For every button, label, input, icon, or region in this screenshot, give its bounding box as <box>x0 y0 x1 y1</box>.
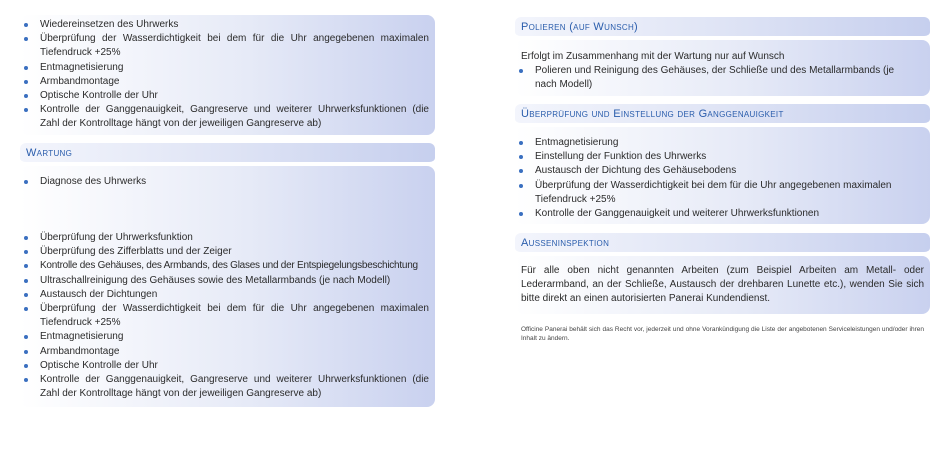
list-item: Einstellung der Funktion des Uhrwerks <box>515 150 924 164</box>
list-item: Kontrolle der Ganggenauigkeit, Gangreserve und weiterer Uhrwerksfunktionen (die Zahl der Kontrolltage hängt von der jeweiligen Gangreserve ab) <box>20 103 429 131</box>
aussen-title: Ausseninspektion <box>521 237 610 249</box>
bullet-icon <box>24 335 28 339</box>
bullet-icon <box>519 155 523 159</box>
bullet-icon <box>519 141 523 145</box>
bullet-icon <box>24 293 28 297</box>
left-top-list <box>20 18 429 132</box>
list-item: Überprüfung der Wasserdichtigkeit bei dem für die Uhr angegebenen maximalen Tiefendruck +25% <box>515 179 924 207</box>
bullet-icon <box>24 180 28 184</box>
bullet-icon <box>24 264 28 268</box>
bullet-icon <box>519 169 523 173</box>
bullet-icon <box>24 279 28 283</box>
list-item: Austausch der Dichtung des Gehäusebodens <box>515 164 924 178</box>
list-item: Entmagnetisierung <box>20 330 429 344</box>
list-item: Entmagnetisierung <box>515 136 924 150</box>
polieren-intro: Erfolgt im Zusammenhang mit der Wartung nur auf Wunsch <box>521 51 785 62</box>
ganggenauigkeit-heading <box>515 104 930 125</box>
wartung-list <box>20 231 429 401</box>
bullet-icon <box>24 236 28 240</box>
bullet-icon <box>24 37 28 41</box>
aussen-heading <box>515 233 930 254</box>
bullet-icon <box>24 80 28 84</box>
bullet-icon <box>24 364 28 368</box>
list-item: Polieren und Reinigung des Gehäuses, der Schließe und des Metallarmbands (je nach Modell) <box>515 64 915 92</box>
bullet-icon <box>24 350 28 354</box>
bullet-icon <box>24 378 28 382</box>
bullet-icon <box>519 69 523 73</box>
list-item: Überprüfung der Wasserdichtigkeit bei dem für die Uhr angegebenen maximalen Tiefendruck +25% <box>20 32 429 60</box>
ganggenauigkeit-title: Überprüfung und Einstellung der Ganggenauigkeit <box>521 108 784 120</box>
list-item: Ultraschallreinigung des Gehäuses sowie des Metallarmbands (je nach Modell) <box>20 274 429 288</box>
footnote: Officine Panerai behält sich das Recht vor, jederzeit und ohne Vorankündigung die Liste der angebotenen Serviceleistungen und/oder ihren Inhalt zu ändern. <box>521 326 924 342</box>
aussen-text: Für alle oben nicht genannten Arbeiten (zum Beispiel Arbeiten am Metall- oder Lederarmband, an der Schließe, Austausch der drehbaren Lunette etc.), wenden Sie sich bitte direkt an einen autorisierten Panerai Kundendienst. <box>521 265 924 305</box>
bullet-icon <box>24 108 28 112</box>
list-item: Kontrolle der Ganggenauigkeit, Gangreserve und weiterer Uhrwerksfunktionen (die Zahl der Kontrolltage hängt von der jeweiligen Gangreserve ab) <box>20 373 429 401</box>
bullet-icon <box>24 307 28 311</box>
list-item: Optische Kontrolle der Uhr <box>20 359 429 373</box>
bullet-icon <box>24 250 28 254</box>
bullet-icon <box>519 212 523 216</box>
list-item: Armbandmontage <box>20 75 429 89</box>
list-item: Überprüfung des Zifferblatts und der Zeiger <box>20 245 429 259</box>
list-item: Optische Kontrolle der Uhr <box>20 89 429 103</box>
list-item: Diagnose des Uhrwerks <box>20 175 429 189</box>
bullet-icon <box>24 66 28 70</box>
list-item: Überprüfung der Wasserdichtigkeit bei dem für die Uhr angegebenen maximalen Tiefendruck +25% <box>20 302 429 330</box>
bullet-icon <box>24 94 28 98</box>
list-item: Austausch der Dichtungen <box>20 288 429 302</box>
list-item: Kontrolle des Gehäuses, des Armbands, des Glases und der Entspiegelungsbeschichtung <box>20 259 429 273</box>
list-item: Kontrolle der Ganggenauigkeit und weiterer Uhrwerksfunktionen <box>515 207 924 221</box>
wartung-heading <box>20 143 435 164</box>
list-item: Wiedereinsetzen des Uhrwerks <box>20 18 429 32</box>
ganggenauigkeit-list <box>515 136 924 221</box>
list-item: Armbandmontage <box>20 345 429 359</box>
polieren-title: Polieren (auf Wunsch) <box>521 21 639 33</box>
bullet-icon <box>519 184 523 188</box>
list-item: Entmagnetisierung <box>20 61 429 75</box>
list-item: Überprüfung der Uhrwerksfunktion <box>20 231 429 245</box>
bullet-icon <box>24 23 28 27</box>
wartung-title: Wartung <box>26 147 73 159</box>
polieren-list <box>515 64 915 92</box>
wartung-first-list <box>20 175 429 189</box>
polieren-heading <box>515 17 930 38</box>
